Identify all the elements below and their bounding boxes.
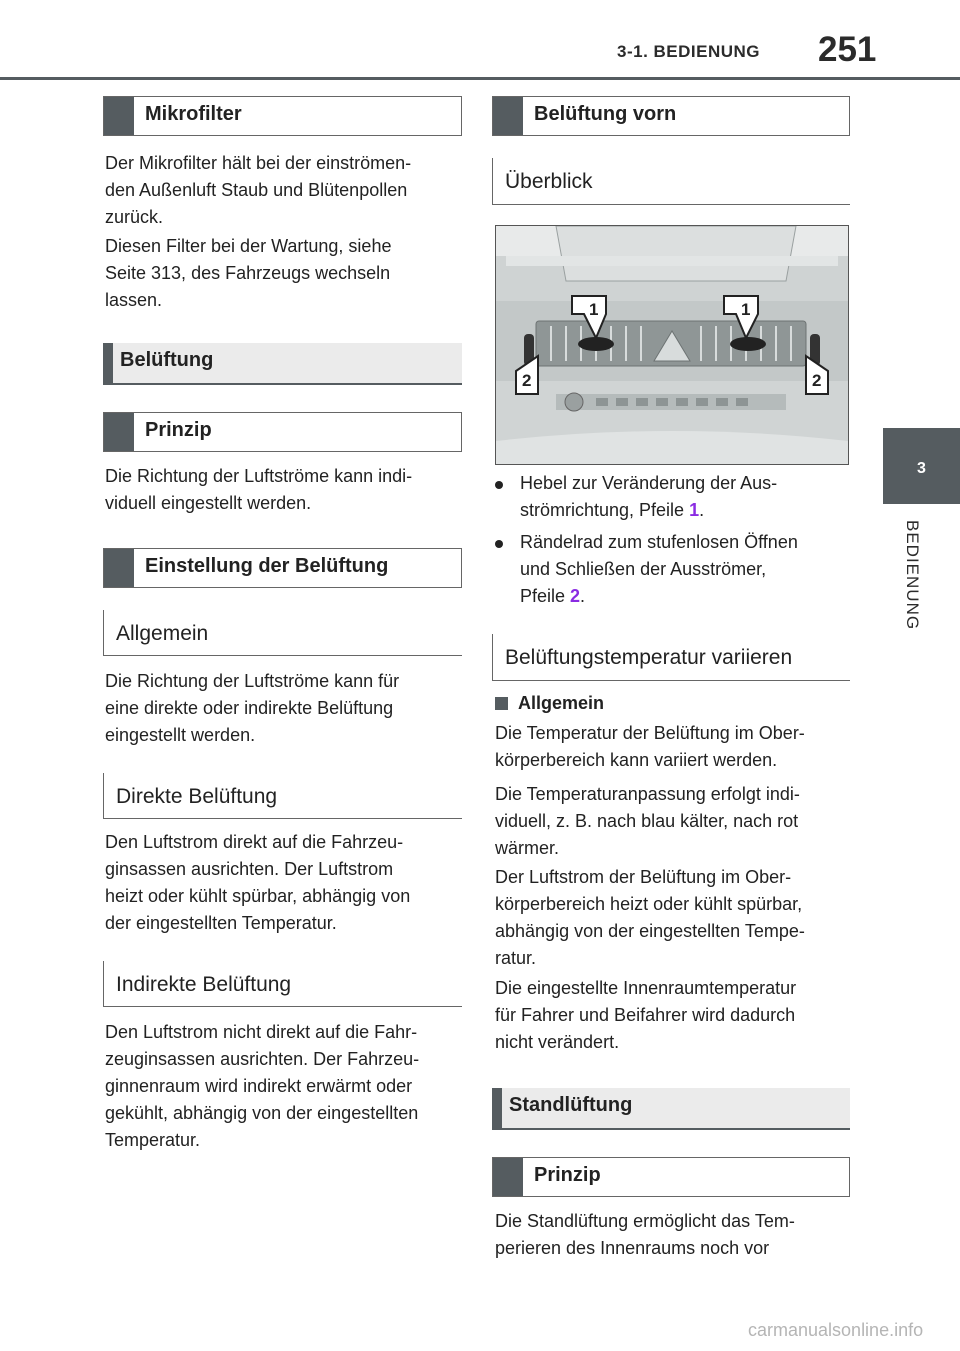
paragraph-allgemein bbox=[105, 668, 460, 749]
text-line: heizt oder kühlt spürbar, abhängig von bbox=[105, 886, 411, 906]
heading-bar bbox=[104, 97, 134, 135]
heading-standlueftung-text: Standlüftung bbox=[509, 1094, 633, 1116]
subheading-allgemein bbox=[103, 610, 462, 656]
text-line: Die eingestellte Innenraumtemperatur bbox=[495, 978, 797, 998]
paragraph-mikrofilter-1 bbox=[105, 150, 460, 231]
text-line: Der Mikrofilter hält bei der einströmen- bbox=[105, 153, 412, 173]
text-line: ginnenraum wird indirekt erwärmt oder bbox=[105, 1076, 413, 1096]
text-line: lassen. bbox=[105, 290, 163, 310]
heading-belueftung-text: Belüftung bbox=[120, 349, 214, 371]
subheading-temperatur-text: Belüftungstemperatur variieren bbox=[505, 646, 793, 669]
callout-2-left: 2 bbox=[522, 371, 532, 390]
text-line: Temperatur. bbox=[105, 1130, 201, 1150]
bullet-hebel bbox=[495, 470, 850, 524]
heading-belueftung-vorn-text: Belüftung vorn bbox=[534, 103, 677, 125]
text-line: körperbereich kann variiert werden. bbox=[495, 750, 778, 770]
paragraph-temp-1 bbox=[495, 720, 850, 774]
text-line: Hebel zur Veränderung der Aus- bbox=[520, 473, 778, 493]
subheading-ueberblick bbox=[492, 158, 850, 205]
footer-watermark: carmanualsonline.info bbox=[748, 1320, 924, 1340]
heading-belueftung-vorn bbox=[492, 96, 850, 136]
text-line: Die Temperaturanpassung erfolgt indi- bbox=[495, 784, 800, 804]
paragraph-temp-4 bbox=[495, 975, 850, 1056]
text-line: viduell, z. B. nach blau kälter, nach rot bbox=[495, 811, 799, 831]
text-line: ginsassen ausrichten. Der Luftstrom bbox=[105, 859, 394, 879]
heading-belueftung bbox=[103, 343, 462, 385]
heading-prinzip-2 bbox=[492, 1157, 850, 1197]
text-line: zurück. bbox=[105, 207, 164, 227]
square-heading-text: Allgemein bbox=[518, 693, 605, 713]
text-line: zeuginsassen ausrichten. Der Fahrzeu- bbox=[105, 1049, 420, 1069]
heading-bar bbox=[103, 343, 113, 383]
chapter-tab bbox=[883, 428, 960, 504]
bullet-raendelrad-text bbox=[520, 529, 798, 610]
subheading-ueberblick-text: Überblick bbox=[505, 170, 593, 193]
subheading-indirekt-text: Indirekte Belüftung bbox=[116, 973, 292, 996]
text-fragment: . bbox=[580, 586, 586, 606]
paragraph-mikrofilter-2 bbox=[105, 233, 460, 314]
header-rule bbox=[0, 77, 960, 80]
text-line: und Schließen der Ausströmer, bbox=[520, 559, 767, 579]
text-fragment: strömrichtung, Pfeile bbox=[520, 500, 690, 520]
text-line: Den Luftstrom direkt auf die Fahrzeu- bbox=[105, 832, 404, 852]
text-line: Rändelrad zum stufenlosen Öffnen bbox=[520, 532, 798, 552]
bullet-raendelrad bbox=[495, 529, 850, 610]
heading-prinzip bbox=[103, 412, 462, 452]
vent-illustration bbox=[496, 226, 848, 464]
text-line: wärmer. bbox=[495, 838, 560, 858]
paragraph-temp-3 bbox=[495, 864, 850, 972]
paragraph-direkt bbox=[105, 829, 460, 937]
text-line: Seite 313, des Fahrzeugs wechseln bbox=[105, 263, 391, 283]
callout-1-left: 1 bbox=[589, 300, 599, 319]
subheading-direkt-text: Direkte Belüftung bbox=[116, 785, 278, 808]
paragraph-prinzip bbox=[105, 463, 460, 517]
paragraph-standlueftung bbox=[495, 1208, 850, 1262]
bullet-dot bbox=[495, 481, 503, 489]
text-line: Die Richtung der Luftströme kann für bbox=[105, 671, 400, 691]
text-line: der eingestellten Temperatur. bbox=[105, 913, 337, 933]
text-line bbox=[520, 497, 777, 524]
vent-figure bbox=[495, 225, 849, 465]
subheading-direkt bbox=[103, 773, 462, 819]
text-line: perieren des Innenraums noch vor bbox=[495, 1238, 770, 1258]
text-line: eine direkte oder indirekte Belüftung bbox=[105, 698, 394, 718]
arrow-reference-1: 1 bbox=[689, 500, 700, 520]
chapter-side-label bbox=[900, 520, 922, 650]
square-heading-allgemein bbox=[495, 693, 604, 714]
text-line: für Fahrer und Beifahrer wird dadurch bbox=[495, 1005, 796, 1025]
heading-bar bbox=[104, 413, 134, 451]
heading-einstellung bbox=[103, 548, 462, 588]
arrow-reference-2: 2 bbox=[570, 586, 581, 606]
heading-bar bbox=[492, 1088, 502, 1128]
text-line: Der Luftstrom der Belüftung im Ober- bbox=[495, 867, 792, 887]
text-line bbox=[520, 583, 798, 610]
bullet-dot bbox=[495, 540, 503, 548]
heading-bar bbox=[493, 1158, 523, 1196]
text-line: gekühlt, abhängig von der eingestellten bbox=[105, 1103, 419, 1123]
text-fragment: . bbox=[699, 500, 705, 520]
text-fragment: Pfeile bbox=[520, 586, 571, 606]
callout-1-right: 1 bbox=[741, 300, 751, 319]
text-line: Die Standlüftung ermöglicht das Tem- bbox=[495, 1211, 795, 1231]
heading-prinzip-text: Prinzip bbox=[145, 419, 212, 441]
text-line: Diesen Filter bei der Wartung, siehe bbox=[105, 236, 392, 256]
heading-bar bbox=[104, 549, 134, 587]
callout-2-right: 2 bbox=[812, 371, 822, 390]
heading-standlueftung bbox=[492, 1088, 850, 1130]
heading-einstellung-text: Einstellung der Belüftung bbox=[145, 555, 389, 577]
subheading-allgemein-text: Allgemein bbox=[116, 622, 209, 645]
paragraph-temp-2 bbox=[495, 781, 850, 862]
subheading-temperatur bbox=[492, 634, 850, 681]
text-line: viduell eingestellt werden. bbox=[105, 493, 312, 513]
text-line: abhängig von der eingestellten Tempe- bbox=[495, 921, 805, 941]
text-line: Die Richtung der Luftströme kann indi- bbox=[105, 466, 413, 486]
heading-mikrofilter bbox=[103, 96, 462, 136]
heading-bar bbox=[493, 97, 523, 135]
bullet-hebel-text bbox=[520, 470, 777, 524]
text-line: den Außenluft Staub und Blütenpollen bbox=[105, 180, 408, 200]
paragraph-indirekt bbox=[105, 1019, 460, 1154]
chapter-number: 3 bbox=[917, 460, 926, 477]
heading-prinzip-2-text: Prinzip bbox=[534, 1164, 601, 1186]
text-line: nicht verändert. bbox=[495, 1032, 620, 1052]
text-line: ratur. bbox=[495, 948, 537, 968]
running-header-section: 3-1. BEDIENUNG bbox=[617, 42, 761, 61]
page-number: 251 bbox=[818, 30, 877, 69]
text-line: Die Temperatur der Belüftung im Ober- bbox=[495, 723, 805, 743]
square-marker-icon bbox=[495, 697, 508, 710]
text-line: körperbereich heizt oder kühlt spürbar, bbox=[495, 894, 803, 914]
text-line: eingestellt werden. bbox=[105, 725, 256, 745]
subheading-indirekt bbox=[103, 961, 462, 1007]
text-line: Den Luftstrom nicht direkt auf die Fahr- bbox=[105, 1022, 418, 1042]
heading-mikrofilter-text: Mikrofilter bbox=[145, 103, 242, 125]
chapter-label: BEDIENUNG bbox=[903, 520, 922, 631]
